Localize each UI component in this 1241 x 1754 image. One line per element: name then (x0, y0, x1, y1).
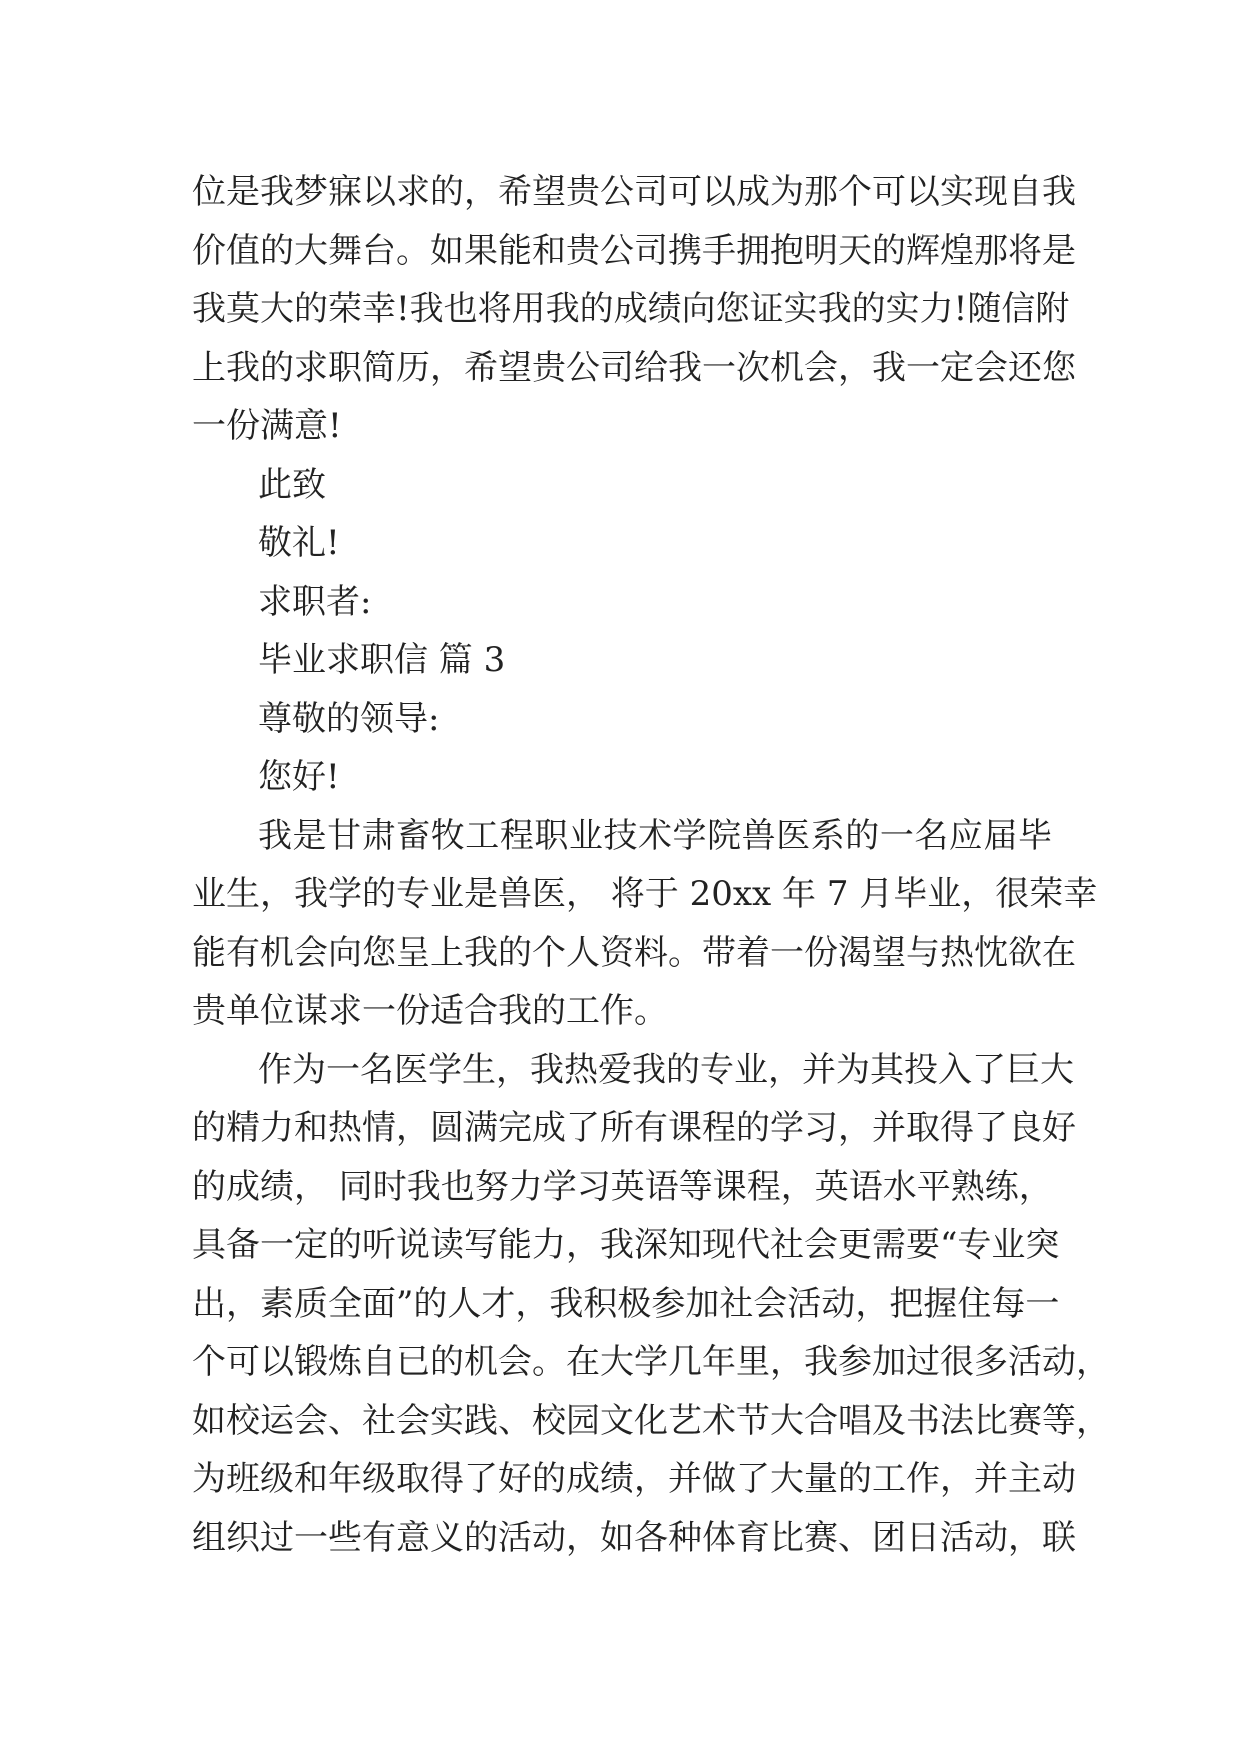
text-line: 作为一名医学生，我热爱我的专业，并为其投入了巨大 (258, 1049, 1074, 1090)
text-line: 我是甘肃畜牧工程职业技术学院兽医系的一名应届毕 (258, 815, 1052, 856)
applicant-label: 求职者: (258, 581, 372, 622)
text-line: 的成绩， 同时我也努力学习英语等课程，英语水平熟练， (192, 1166, 1053, 1207)
text-line: 的精力和热情，圆满完成了所有课程的学习，并取得了良好 (192, 1108, 1076, 1148)
text-line: 出，素质全面”的人才，我积极参加社会活动，把握住每一 (192, 1283, 1060, 1324)
letter-body (192, 163, 1110, 1567)
greeting: 您好! (258, 757, 340, 797)
text-line: 价值的大舞台。如果能和贵公司携手拥抱明天的辉煌那将是 (192, 230, 1076, 271)
text-line: 上我的求职简历，希望贵公司给我一次机会，我一定会还您 (192, 347, 1076, 388)
closing-salute: 敬礼! (258, 523, 340, 563)
salutation: 尊敬的领导: (258, 698, 440, 739)
section-title: 毕业求职信 篇 3 (258, 640, 506, 680)
closing-phrase: 此致 (258, 464, 326, 505)
text-line: 为班级和年级取得了好的成绩，并做了大量的工作，并主动 (192, 1459, 1076, 1499)
text-line: 我莫大的荣幸!我也将用我的成绩向您证实我的实力!随信附 (192, 289, 1070, 329)
text-line: 贵单位谋求一份适合我的工作。 (192, 991, 668, 1031)
text-line: 一份满意! (192, 406, 342, 446)
text-line: 个可以锻炼自已的机会。在大学几年里，我参加过很多活动， (192, 1342, 1110, 1382)
text-line: 能有机会向您呈上我的个人资料。带着一份渴望与热忱欲在 (192, 932, 1076, 973)
text-line: 位是我梦寐以求的，希望贵公司可以成为那个可以实现自我 (192, 172, 1076, 212)
text-line: 组织过一些有意义的活动，如各种体育比赛、团日活动，联 (192, 1517, 1076, 1558)
text-line: 具备一定的听说读写能力，我深知现代社会更需要“专业突 (192, 1225, 1060, 1265)
text-line: 业生，我学的专业是兽医， 将于 20xx 年 7 月毕业，很荣幸 (192, 874, 1098, 914)
text-line: 如校运会、社会实践、校园文化艺术节大合唱及书法比赛等， (192, 1400, 1110, 1441)
